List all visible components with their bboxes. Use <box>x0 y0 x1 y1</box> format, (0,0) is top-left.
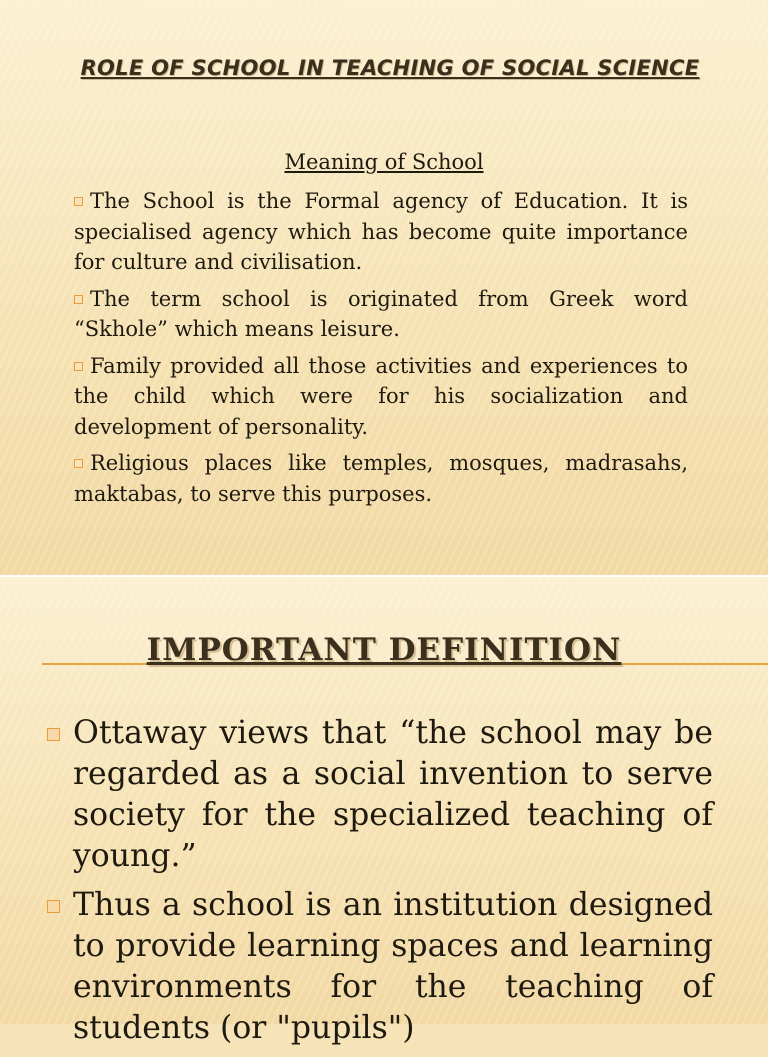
square-bullet-icon <box>74 459 83 468</box>
slide-1-body <box>74 186 688 515</box>
square-bullet-icon <box>74 295 83 304</box>
slide-2-body <box>73 713 713 1057</box>
bullet-item: Religious places like temples, mosques, madrasahs, maktabas, to serve this purposes. <box>74 451 688 506</box>
square-bullet-icon <box>47 728 60 741</box>
bullet-item: Ottaway views that “the school may be regarded as a social invention to serve society for the specialized teaching of young.” <box>73 713 713 877</box>
bullet-item: Thus a school is an institution designed to provide learning spaces and learning environments for the teaching of students (or "pupils") <box>73 885 713 1049</box>
slide-2 <box>0 577 768 1046</box>
slide-1-subtitle: Meaning of School <box>284 150 484 174</box>
bullet-item: Family provided all those activities and experiences to the child which were for his socialization and development of personality. <box>74 353 688 439</box>
slide-1-title: ROLE OF SCHOOL IN TEACHING OF SOCIAL SCIENCE <box>80 56 700 80</box>
square-bullet-icon <box>74 362 83 371</box>
square-bullet-icon <box>47 900 60 913</box>
bullet-item: The term school is originated from Greek word “Skhole” which means leisure. <box>74 286 688 341</box>
square-bullet-icon <box>74 197 83 206</box>
slide-2-title: IMPORTANT DEFINITION <box>146 632 622 668</box>
bullet-item: The School is the Formal agency of Education. It is specialised agency which has become quite importance for culture and civilisation. <box>74 189 688 274</box>
